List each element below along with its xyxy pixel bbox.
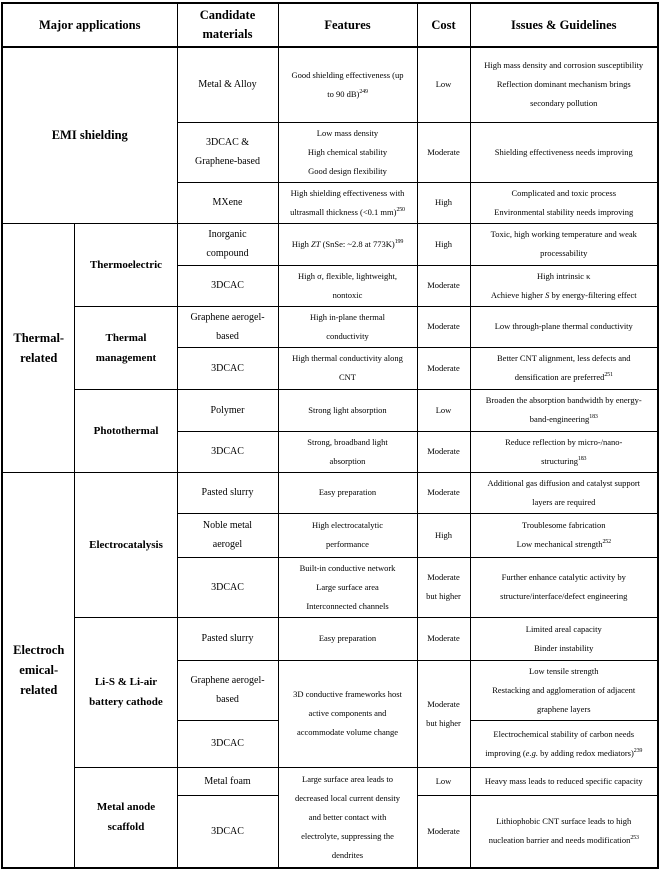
cell-line: Moderate (427, 572, 460, 582)
cell-line: Low tensile strength (529, 665, 599, 676)
cell-line: Good shielding effectiveness (up (291, 69, 404, 80)
cell-line: Metal & Alloy (198, 79, 257, 91)
col-header-candidate-materials: Candidate materials (177, 3, 278, 47)
cell-line: Moderate (427, 362, 460, 373)
subgroup-cell (75, 767, 177, 868)
cell-line: Moderate (427, 446, 460, 456)
issues-cell (470, 472, 658, 513)
cell-line: Thermal (105, 331, 147, 344)
table-row (2, 47, 658, 122)
cell-line: Easy preparation (318, 487, 377, 497)
cell-line: Moderate (427, 280, 460, 290)
cell-line: related (20, 682, 58, 697)
cost-cell (417, 767, 470, 795)
cell-line: but higher (426, 717, 461, 728)
table-row (2, 472, 658, 513)
cell-line: ultrasmall thickness (<0.1 mm)$^{250}$ (290, 206, 405, 217)
cell-line: Moderate (427, 321, 460, 331)
cell-line: Photothermal (93, 424, 159, 437)
cell-line: Moderate (427, 633, 460, 643)
cell-line: Electrochemical stability of carbon needs (493, 728, 635, 739)
cell-line: 3DCAC (211, 738, 244, 749)
issues-cell (470, 122, 658, 182)
cell-line: Reflection dominant mechanism brings (496, 79, 631, 90)
issues-cell (470, 223, 658, 265)
issues-cell (470, 265, 658, 306)
cell-line: battery cathode (89, 696, 163, 708)
features-cell (278, 306, 417, 347)
subgroup-cell (75, 617, 177, 767)
applications-table (1, 2, 659, 869)
cell-line: High ZT (SnSe: ~2.8 at 773K)$^{199}$ (291, 238, 404, 249)
cell-line: related (20, 350, 58, 365)
cell-line: Moderate (427, 825, 460, 836)
cost-cell (417, 182, 470, 223)
cost-cell (417, 265, 470, 306)
group-cell (2, 472, 75, 868)
cell-line: High σ, flexible, lightweight, (297, 270, 397, 281)
cell-line: 3DCAC (211, 825, 244, 837)
cell-line: performance (326, 539, 369, 549)
cell-line: Inorganic (208, 229, 247, 240)
cell-line: High shielding effectiveness with (290, 187, 405, 198)
cell-line: Low (435, 775, 452, 786)
cell-line: Additional gas diffusion and catalyst support (487, 477, 641, 488)
cost-cell (417, 617, 470, 660)
cell-line: Pasted slurry (201, 633, 254, 644)
col-header-features: Features (278, 3, 417, 47)
features-cell (278, 557, 417, 617)
cell-line: conductivity (326, 330, 369, 341)
cell-line: based (216, 694, 239, 705)
cell-line: High electrocatalytic (311, 520, 384, 530)
cell-line: High thermal conductivity along (292, 353, 403, 363)
col-header-major-applications: Major applications (2, 3, 177, 47)
cell-line: Moderate (427, 698, 460, 709)
cell-line: Achieve higher S by energy-filtering effect (490, 289, 637, 300)
cell-line: based (216, 330, 239, 342)
cell-line: structure/interface/defect engineering (500, 591, 628, 601)
cell-line: Environmental stability needs improving (494, 206, 634, 217)
group-cell (2, 47, 177, 223)
material-cell (177, 182, 278, 223)
cell-line: Broaden the absorption bandwidth by energy- (485, 395, 642, 405)
table-row (2, 223, 658, 265)
cell-line: but higher (426, 591, 461, 601)
cell-line: Easy preparation (318, 633, 377, 643)
cell-line: emical- (19, 662, 59, 677)
cell-line: Low (435, 404, 452, 415)
cell-line: secondary pollution (530, 98, 598, 109)
material-cell (177, 617, 278, 660)
cell-line: Lithiophobic CNT surface leads to high (496, 816, 632, 827)
cell-line: MXene (212, 197, 243, 208)
issues-cell (470, 660, 658, 720)
header-row (2, 3, 658, 47)
table-body (2, 47, 658, 868)
material-cell (177, 347, 278, 389)
cell-line: nucleation barrier and needs modification$^{253}$ (488, 835, 639, 846)
cell-line: aerogel (212, 539, 243, 550)
cell-line: High (435, 529, 452, 540)
material-cell (177, 389, 278, 431)
cost-cell (417, 660, 470, 767)
table-row (2, 389, 658, 431)
cell-line: Reduce reflection by micro-/nano- (505, 436, 623, 447)
material-cell (177, 47, 278, 122)
cell-line: Large surface area (316, 581, 379, 592)
issues-cell (470, 431, 658, 472)
issues-cell (470, 47, 658, 122)
cost-cell (417, 347, 470, 389)
subgroup-cell (75, 306, 177, 389)
features-cell (278, 47, 417, 122)
cost-cell (417, 557, 470, 617)
table-row (2, 617, 658, 660)
material-cell (177, 660, 278, 720)
cell-line: 3DCAC (211, 280, 244, 291)
cost-cell (417, 431, 470, 472)
material-cell (177, 472, 278, 513)
cell-line: Graphene-based (195, 156, 260, 167)
cell-line: graphene layers (536, 703, 591, 714)
cell-line: layers are required (532, 496, 596, 507)
col-header-cost: Cost (417, 3, 470, 47)
col-header-issues: Issues & Guidelines (470, 3, 658, 47)
cell-line: High intrinsic κ (537, 270, 591, 281)
cell-line: Limited areal capacity (525, 623, 602, 634)
cell-line: High (435, 238, 452, 249)
issues-cell (470, 513, 658, 557)
issues-cell (470, 795, 658, 868)
cell-line: nontoxic (332, 289, 363, 300)
cell-line: Pasted slurry (201, 487, 254, 498)
issues-cell (470, 347, 658, 389)
cell-line: 3DCAC (211, 446, 244, 457)
subgroup-cell (75, 223, 177, 306)
cell-line: absorption (329, 455, 366, 466)
features-cell (278, 617, 417, 660)
material-cell (177, 265, 278, 306)
group-cell (2, 223, 75, 472)
cell-line: High in-plane thermal (309, 311, 386, 322)
cell-line: scaffold (107, 821, 145, 834)
features-cell (278, 660, 417, 767)
table-row (2, 767, 658, 795)
features-cell (278, 472, 417, 513)
cell-line: active components and (308, 708, 387, 718)
cell-line: Li-S & Li-air (94, 676, 158, 688)
cost-cell (417, 122, 470, 182)
cell-line: 3DCAC (211, 362, 244, 374)
issues-cell (470, 720, 658, 767)
issues-cell (470, 557, 658, 617)
material-cell (177, 795, 278, 868)
cell-line: Troublesome fabrication (522, 520, 606, 530)
cell-line: Strong light absorption (308, 404, 387, 415)
cell-line: Electroch (13, 642, 65, 657)
material-cell (177, 557, 278, 617)
cell-line: Large surface area leads to (302, 773, 393, 784)
material-cell (177, 513, 278, 557)
cell-line: CNT (339, 372, 356, 382)
material-cell (177, 122, 278, 182)
cell-line: Graphene aerogel- (190, 675, 265, 686)
features-cell (278, 265, 417, 306)
cell-line: Metal foam (204, 775, 251, 787)
cell-line: structuring$^{183}$ (541, 455, 587, 466)
cell-line: High (435, 197, 452, 207)
cell-line: Low mechanical strength$^{252}$ (516, 539, 611, 549)
cell-line: Better CNT alignment, less defects and (497, 353, 631, 363)
cell-line: Electrocatalysis (89, 538, 163, 551)
features-cell (278, 182, 417, 223)
cost-cell (417, 223, 470, 265)
features-cell (278, 122, 417, 182)
table-row (2, 306, 658, 347)
cost-cell (417, 513, 470, 557)
cell-line: High mass density and corrosion susceptibility (484, 60, 644, 71)
subgroup-cell (75, 389, 177, 472)
material-cell (177, 767, 278, 795)
cell-line: management (95, 351, 157, 364)
cell-line: Binder instability (534, 642, 594, 653)
cell-line: Low (435, 79, 452, 90)
cell-line: dendrites (331, 849, 364, 860)
cell-line: Low mass density (316, 127, 379, 138)
cost-cell (417, 795, 470, 868)
cell-line: improving (e.g. by adding redox mediators)$^{239}$ (485, 747, 643, 758)
issues-cell (470, 767, 658, 795)
cell-line: Thermoelectric (89, 258, 163, 271)
issues-cell (470, 617, 658, 660)
cell-line: Noble metal (202, 520, 253, 531)
features-cell (278, 223, 417, 265)
cell-line: densification are preferred$^{251}$ (514, 372, 613, 382)
cell-line: to 90 dB)$^{249}$ (327, 88, 368, 99)
cell-line: Graphene aerogel- (190, 311, 265, 323)
features-cell (278, 389, 417, 431)
issues-cell (470, 389, 658, 431)
cell-line: Moderate (427, 487, 460, 497)
issues-cell (470, 182, 658, 223)
issues-cell (470, 306, 658, 347)
cell-line: Metal anode (96, 801, 156, 814)
cell-line: Moderate (427, 146, 460, 157)
cell-line: accommodate volume change (296, 727, 398, 737)
cell-line: decreased local current density (294, 792, 401, 803)
cell-line: compound (206, 248, 249, 259)
cost-cell (417, 47, 470, 122)
cell-line: Strong, broadband light (307, 436, 388, 447)
cost-cell (417, 306, 470, 347)
material-cell (177, 306, 278, 347)
cell-line: 3D conductive frameworks host (293, 689, 402, 699)
cell-line: Heavy mass leads to reduced specific capacity (484, 775, 643, 786)
cost-cell (417, 472, 470, 513)
features-cell (278, 513, 417, 557)
cell-line: Interconnected channels (306, 600, 389, 611)
material-cell (177, 223, 278, 265)
cell-line: Polymer (210, 404, 245, 416)
cost-cell (417, 389, 470, 431)
cell-line: electrolyte, suppressing the (301, 830, 394, 841)
cell-line: Complicated and toxic process (511, 187, 617, 198)
cell-line: High chemical stability (307, 146, 388, 157)
cell-line: Built-in conductive network (299, 562, 396, 573)
subgroup-cell (75, 472, 177, 617)
cell-line: Thermal- (13, 330, 65, 345)
cell-line: Low through-plane thermal conductivity (494, 321, 633, 331)
cell-line: 3DCAC & (205, 137, 250, 148)
cell-line: Toxic, high working temperature and weak (490, 229, 637, 239)
cell-line: 3DCAC (211, 581, 244, 593)
cell-line: and better contact with (308, 811, 387, 822)
cell-line: Shielding effectiveness needs improving (494, 146, 633, 157)
cell-line: Restacking and agglomeration of adjacent (492, 684, 636, 695)
cell-line: Further enhance catalytic activity by (501, 572, 626, 582)
cell-line: processability (540, 248, 588, 258)
material-cell (177, 431, 278, 472)
features-cell (278, 347, 417, 389)
material-cell (177, 720, 278, 767)
cell-line: band-engineering$^{183}$ (529, 414, 598, 424)
cell-line: EMI shielding (51, 128, 128, 143)
cell-line: Good design flexibility (308, 165, 387, 176)
features-cell (278, 767, 417, 868)
features-cell (278, 431, 417, 472)
